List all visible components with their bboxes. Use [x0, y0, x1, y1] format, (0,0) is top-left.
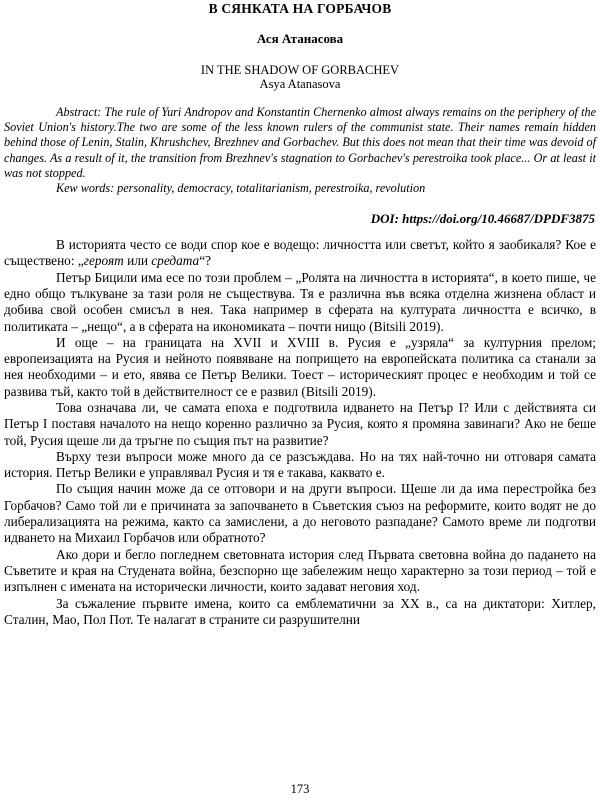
term-hero: героят [83, 253, 124, 269]
paragraph-1-part-c: “? [199, 253, 212, 269]
paragraph-8: За съжаление първите имена, които са емблематични за XX в., са на диктатори: Хитлер, Сталин, Мао, Пол Пот. Те налагат в страните си разрушителни [4, 595, 596, 627]
paragraph-1-part-b: или [123, 253, 152, 269]
paragraph-3: И още – на границата на XVII и XVIII в. Русия е „узряла“ за културния прелом; европеизацията на Русия и нейното появяване на попрището на европейската политика са станали за нея необходими – и ето, явява се Петър Велики. Тоест – историческият процес е необходим и той се развива тъй, както той в действителност се е развил (Bitsili 2019). [4, 334, 596, 399]
term-environment: средата [151, 253, 200, 269]
paragraph-4: Това означава ли, че самата епоха е подготвила идването на Петър I? Или с действията си Петър I поставя началото на нещо коренно различно за Русия, която я промяна завинаги? Ако не беше той, Русия щеше ли да тръгне по същия път на развитие? [4, 399, 596, 448]
doi-link[interactable]: DOI: https://doi.org/10.46687/DPDF3875 [370, 211, 595, 227]
paragraph-6: По същия начин може да се отговори и на други въпроси. Щеше ли да има перестройка без Горбачов? Само той ли е причината за започването в Съветския съюз на реформите, които водят не до либерализацията на режима, както са замислени, а до неговото разпадане? Самото време ли подготви идването на Михаил Горбачов или обратното? [4, 481, 596, 546]
body-text [4, 237, 596, 628]
author-name-bg: Ася Атанасова [256, 31, 344, 46]
paragraph-5: Върху тези въпроси може много да се разсъждава. Но на тях най-точно ни отговаря самата история. Петър Велики е управлявал Русия и тя е такава, каквато е. [4, 448, 596, 481]
abstract [4, 105, 596, 181]
paragraph-1-part-a: В историята често се води спор кое е водещо: личността или светът, който я заобикаля? Кое е съществено: „ [4, 237, 596, 269]
abstract-text: Abstract: The rule of Yuri Andropov and Konstantin Chernenko almost always remains on the periphery of the Soviet Union's history.The two are some of the less known rulers of the communist state. Their names remain hidden behind those of Lenin, Stalin, Khrushchev, Brezhnev and Gorbachev. But this does not mean that their time was devoid of changes. As a result of it, the transition from Brezhnev's stagnation to Gorbachev's perestroika took place... Or at least it was not stopped. [4, 105, 596, 180]
page-number: 173 [290, 782, 310, 796]
author-name-en: Asya Atanasova [259, 77, 341, 91]
paragraph-2: Петър Бицили има есе по този проблем – „Ролята на личността в историята“, в което пише, че едно общо тълкуване за тази роля не съществува. Тя е различна във всяка отделна жизнена област и добива свой особен смисъл в нея. Така например в сферата на културата личността е всичко, в политиката – „нещо“, а в сферата на икономиката – почти нищо (Bitsili 2019). [4, 269, 596, 334]
paragraph-7: Ако дори и бегло погледнем световната история след Първата световна война до падането на Съветите и края на Студената война, безспорно ще забележим нещо характерно за този период – той е изпълнен с имената на исторически личности, които задават неговия ход. [4, 546, 596, 595]
paper-title-bg: В СЯНКАТА НА ГОРБАЧОВ [208, 1, 392, 16]
paragraph-1 [4, 237, 596, 270]
paper-title-en: IN THE SHADOW OF GORBACHEV [200, 63, 400, 77]
keywords: Kew words: personality, democracy, totalitarianism, perestroika, revolution [56, 181, 426, 196]
